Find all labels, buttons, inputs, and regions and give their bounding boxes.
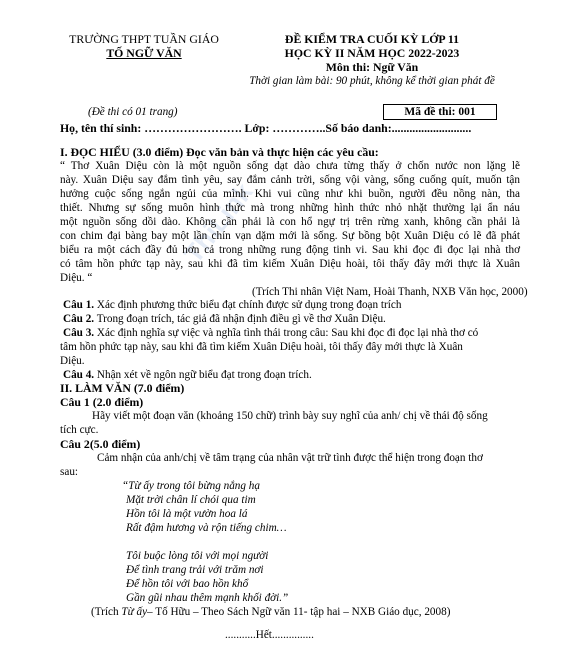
student-info-line: Họ, tên thí sinh: ……………………. Lớp: …………..Số báo danh:........................... [60,121,472,135]
passage-line: này. Xuân Diệu say đắm tình yêu, say đắm cảnh trời, sống vội vàng, sống cuống quít, muốn tận [60,174,520,186]
exam-code-box [383,104,497,120]
poem-line: Mặt trời chân lí chói qua tim [126,494,256,506]
question-label: Câu 1. [63,299,95,311]
poem-line: “Từ ấy trong tôi bừng nắng hạ [122,480,260,492]
passage-line: hưởng cuộc sống ngắn ngủi của mình. Khi vui cũng như khi buồn, người đều nồng nàn, tha [60,188,520,200]
q2-text-cont: sau: [60,466,79,478]
question-2 [63,312,386,326]
passage-source: (Trích Thi nhân Việt Nam, Hoài Thanh, NXB Văn học, 2000) [252,286,528,298]
q1-text: Hãy viết một đoạn văn (khoảng 150 chữ) trình bày suy nghĩ của anh/ chị về thái độ sống [92,410,488,422]
section2-heading: II. LÀM VĂN (7.0 điểm) [60,381,185,395]
department-name: TỐ NGỮ VĂN [106,46,182,60]
passage-line: “ Thơ Xuân Diệu còn là một nguồn sống dạt dào chưa từng thấy ở chốn nước non lặng lẽ [60,160,520,172]
passage-line: con chim đại bàng bay một lần chín vạn dặm mới là sống. Sự bồng bột Xuân Diệu có lẽ đã phát [60,230,520,242]
poem-line: Tôi buộc lòng tôi với mọi người [126,550,269,562]
question-3 [63,326,478,340]
question-1 [63,298,401,312]
poem-line: Hồn tôi là một vườn hoa lá [126,508,248,520]
watermark: ThiLink [178,177,259,269]
question-3-cont: tâm hồn phức tạp này, sau khi đã tìm kiếm Xuân Diệu hoài, tôi thấy đây mới thực là Xuân [60,341,463,353]
end-marker: ...........Hết............... [225,629,314,641]
poem-source-title: Từ ấy [121,606,148,618]
question-text: Xác định nghĩa sự việc và nghĩa tình thái trong câu: Sau khi đọc đi đọc lại nhà thơ có [94,327,479,339]
q1-text-cont: tích cực. [60,424,99,436]
pages-note: (Đề thi có 01 trang) [88,106,178,118]
semester-line: HỌC KỲ II NĂM HỌC 2022-2023 [284,46,460,60]
question-text: Trong đoạn trích, tác giả đã nhận định điều gì về thơ Xuân Diệu. [94,313,386,325]
time-line: Thời gian làm bài: 90 phút, không kể thời gian phát đề [249,75,495,87]
passage-line: có tâm hồn phức tạp này, sau khi đã tìm kiếm Xuân Diệu hoài, tôi thấy đây mới thực là Xuân [60,258,520,270]
q2-heading: Câu 2(5.0 điểm) [60,437,141,451]
poem-line: Gần gũi nhau thêm mạnh khối đời.” [126,592,289,604]
question-label: Câu 3. [63,327,95,339]
question-label: Câu 4. [63,369,95,381]
q1-heading: Câu 1 (2.0 điểm) [60,395,144,409]
passage-line: Diệu. “ [60,272,93,284]
poem-source-pre: (Trích [91,606,122,618]
school-name: TRƯỜNG THPT TUẦN GIÁO [69,32,219,46]
passage-line: biểu ra một cách đầy đủ hơn cả trong những rung động tinh vi. Sau khi đọc đi đọc lại nhà thơ [60,244,520,256]
poem-line: Rất đậm hương và rộn tiếng chim… [126,522,287,534]
section1-heading: I. ĐỌC HIỂU (3.0 điểm) Đọc văn bản và thực hiện các yêu cầu: [60,145,379,159]
exam-code: Mã đề thi: 001 [404,106,476,118]
question-4 [63,368,312,382]
poem-line: Để tình trang trải với trăm nơi [126,564,264,576]
question-text: Nhận xét về ngôn ngữ biểu đạt trong đoạn trích. [94,369,312,381]
subject-line: Môn thi: Ngữ Văn [325,60,419,74]
q2-text: Cảm nhận của anh/chị về tâm trạng của nhân vật trữ tình được thể hiện trong đoạn thơ [97,452,483,464]
poem-line: Để hồn tôi với bao hồn khổ [126,578,249,590]
exam-title: ĐỀ KIỂM TRA CUỐI KỲ LỚP 11 [284,32,460,46]
passage-line: thiết. Nhưng sự sống muôn hình thức mà trong những hình thức nhỏ nhặt thường lại ẩn náu [60,202,520,214]
question-label: Câu 2. [63,313,95,325]
passage-line: một nguồn sống dồi dào. Không cần phải là con hổ ngự trị trên rừng xanh, không cần phải là [60,216,520,228]
question-3-cont: Diệu. [60,355,85,367]
question-text: Xác định phương thức biểu đạt chính được sử dụng trong đoạn trích [94,299,402,311]
poem-source [91,605,450,619]
poem-source-post: – Tố Hữu – Theo Sách Ngữ văn 11- tập hai – NXB Giáo dục, 2008) [147,606,451,618]
